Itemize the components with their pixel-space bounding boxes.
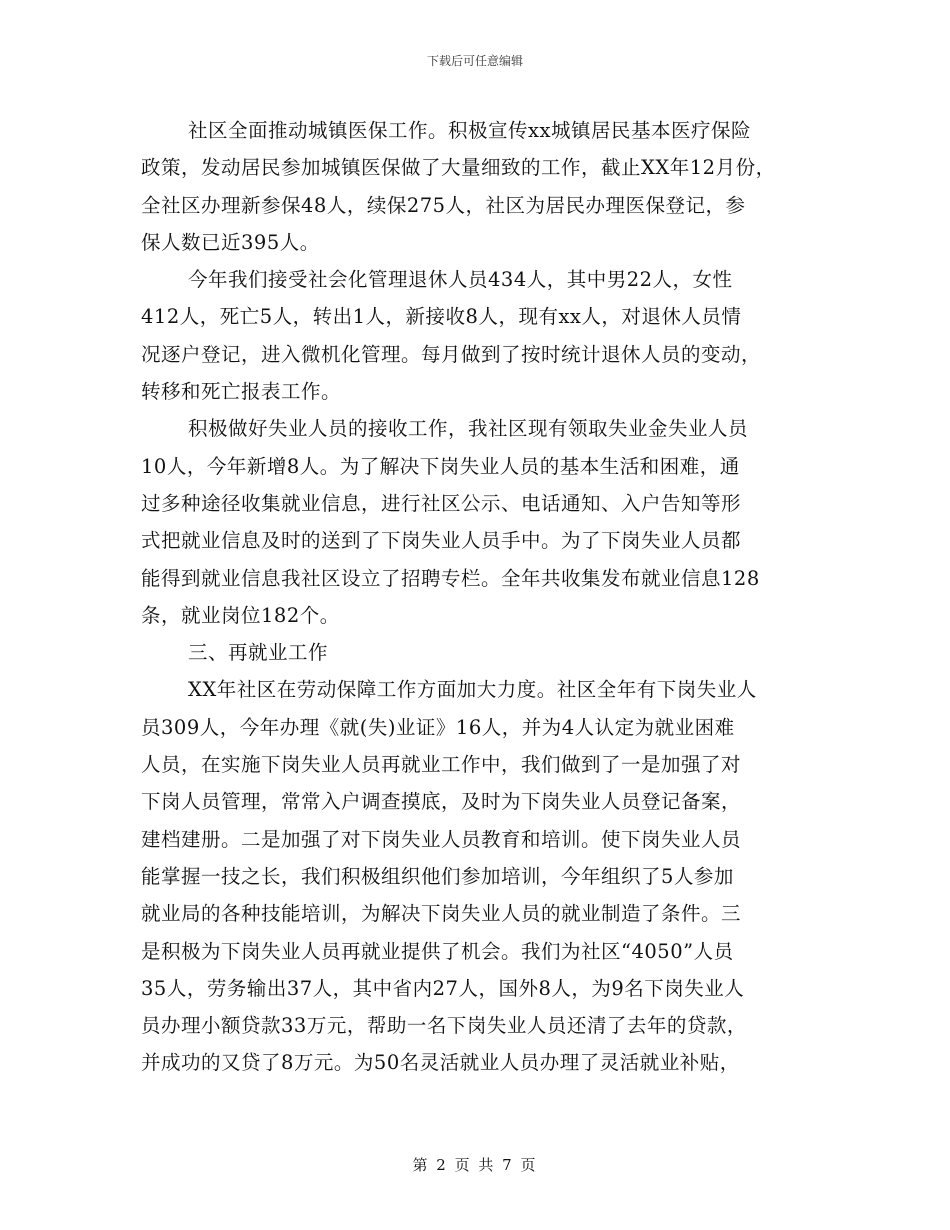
page-footer: 第 2 页 共 7 页 — [412, 1156, 538, 1174]
text-line: 积极做好失业人员的接收工作，我社区现有领取失业金失业人员 — [188, 417, 749, 441]
text-line: 今年我们接受社会化管理退休人员434人，其中男22人，女性 — [188, 268, 733, 292]
text-line: 35人，劳务输出37人，其中省内27人，国外8人，为9名下岗失业人 — [141, 976, 745, 1000]
text-line: 政策，发动居民参加城镇医保做了大量细致的工作，截止XX年12月份， — [141, 156, 776, 180]
text-line: XX年社区在劳动保障工作方面加大力度。社区全年有下岗失业人 — [188, 678, 757, 702]
text-line: 保人数已近395人。 — [141, 230, 320, 254]
text-line: 412人，死亡5人，转出1人，新接收8人，现有xx人，对退休人员情 — [141, 305, 742, 329]
text-line: 并成功的又贷了8万元。为50名灵活就业人员办理了灵活就业补贴， — [141, 1051, 740, 1075]
text-line: 过多种途径收集就业信息，进行社区公示、电话通知、入户告知等形 — [141, 491, 742, 515]
text-line: 员办理小额贷款33万元，帮助一名下岗失业人员还清了去年的贷款， — [141, 1014, 747, 1038]
text-line: 社区全面推动城镇医保工作。积极宣传xx城镇居民基本医疗保险 — [188, 119, 751, 142]
text-line: 转移和死亡报表工作。 — [141, 380, 342, 404]
text-line: 式把就业信息及时的送到了下岗失业人员手中。为了下岗失业人员都 — [141, 529, 742, 553]
text-line: 是积极为下岗失业人员再就业提供了机会。我们为社区“4050”人员 — [141, 939, 734, 963]
text-line: 能得到就业信息我社区设立了招聘专栏。全年共收集发布就业信息128 — [141, 566, 760, 590]
text-line: 就业局的各种技能培训，为解决下岗失业人员的就业制造了条件。三 — [141, 902, 742, 926]
text-line: 人员，在实施下岗失业人员再就业工作中，我们做到了一是加强了对 — [141, 753, 742, 777]
text-line: 员309人，今年办理《就(失)业证》16人，并为4人认定为就业困难 — [141, 715, 735, 739]
text-line: 10人，今年新增8人。为了解决下岗失业人员的基本生活和困难，通 — [141, 454, 740, 478]
document-body — [141, 112, 821, 1082]
text-line: 全社区办理新参保48人，续保275人，社区为居民办理医保登记，参 — [141, 193, 746, 217]
page-header: 下载后可任意编辑 — [426, 54, 523, 68]
text-line: 况逐户登记，进入微机化管理。每月做到了按时统计退休人员的变动， — [141, 342, 762, 366]
text-line: 条，就业岗位182个。 — [141, 603, 340, 627]
text-line: 建档建册。二是加强了对下岗失业人员教育和培训。使下岗失业人员 — [141, 827, 742, 851]
text-line: 下岗人员管理，常常入户调查摸底，及时为下岗失业人员登记备案， — [141, 790, 742, 814]
text-line: 能掌握一技之长，我们积极组织他们参加培训，今年组织了5人参加 — [141, 864, 734, 888]
text-line: 三、再就业工作 — [188, 641, 329, 665]
